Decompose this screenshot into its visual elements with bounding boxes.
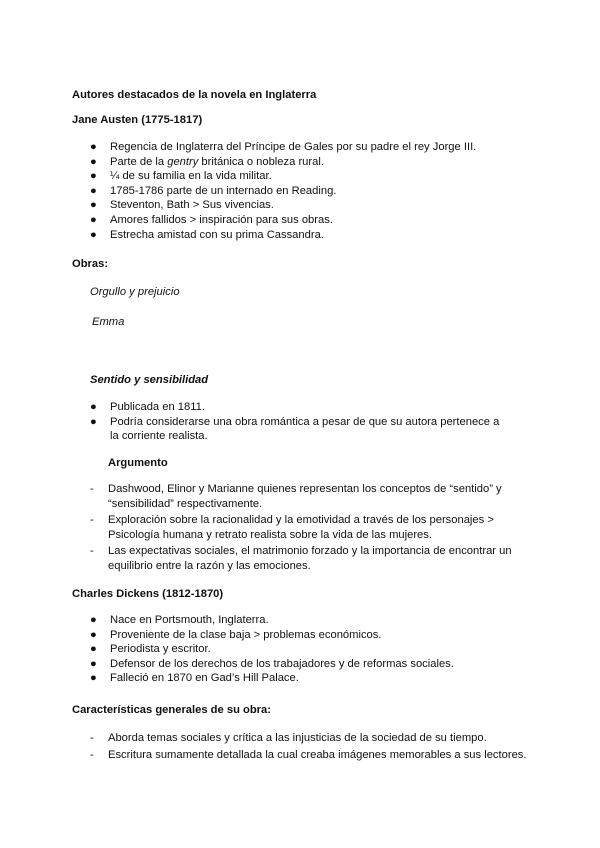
- list-item-text: Nace en Portsmouth, Inglaterra.: [110, 614, 269, 626]
- dash-icon: -: [90, 483, 94, 495]
- work-title: Emma: [92, 316, 125, 328]
- bullet-icon: ●: [90, 170, 97, 183]
- bullet-icon: ●: [90, 228, 97, 241]
- bullet-icon: ●: [90, 657, 97, 670]
- list-item-text: Falleció en 1870 en Gad’s Hill Palace.: [110, 672, 299, 685]
- bullet-icon: ●: [90, 184, 97, 197]
- austen-bullet-list: [90, 140, 476, 242]
- list-item: [90, 400, 510, 415]
- list-item-text: Parte de la: [110, 155, 168, 168]
- list-item-italic-text: gentry: [167, 155, 199, 168]
- sentido-heading: Sentido y sensibilidad: [90, 374, 209, 386]
- list-item: [90, 213, 476, 228]
- caracteristicas-dash-list: [90, 731, 528, 762]
- list-item: [90, 657, 454, 672]
- bullet-icon: ●: [90, 141, 97, 153]
- argumento-dash-list: [90, 482, 514, 574]
- list-item-text: Publicada en 1811.: [110, 401, 205, 413]
- list-item-text: Steventon, Bath > Sus vivencias.: [110, 199, 274, 212]
- list-item: [90, 415, 510, 444]
- bullet-icon: ●: [90, 628, 97, 641]
- list-item: [90, 748, 528, 763]
- list-item-text: Proveniente de la clase baja > problemas económicos.: [110, 628, 382, 641]
- document-title: Autores destacados de la novela en Inglaterra: [72, 89, 317, 101]
- list-item-text: 1785-1786 parte de un internado en Reading.: [110, 184, 337, 197]
- list-item: [90, 155, 476, 170]
- list-item-text: Podría considerarse una obra romántica a pesar de que su autora pertenece a la corriente realista.: [110, 415, 500, 443]
- dickens-heading: Charles Dickens (1812-1870): [72, 588, 224, 600]
- dash-icon: -: [90, 514, 94, 527]
- caracteristicas-heading: Características generales de su obra:: [72, 704, 271, 716]
- list-item-text: Escritura sumamente detallada la cual creaba imágenes memorables a sus lectores.: [108, 748, 527, 761]
- dash-icon: -: [90, 545, 94, 558]
- list-item: [90, 628, 454, 643]
- list-item-text: británica o nobleza rural.: [198, 155, 324, 168]
- bullet-icon: ●: [90, 614, 97, 626]
- list-item: [90, 228, 476, 243]
- austen-heading: Jane Austen (1775-1817): [72, 114, 203, 126]
- bullet-icon: ●: [90, 213, 97, 226]
- list-item: [90, 513, 514, 542]
- list-item: [90, 169, 476, 184]
- list-item: [90, 482, 514, 511]
- list-item-text: ¼ de su familia en la vida militar.: [110, 170, 272, 183]
- list-item: [90, 184, 476, 199]
- list-item-text: Exploración sobre la racionalidad y la emotividad a través de los personajes > Psicología humana y retrato realista sobre la vida de las mujeres.: [108, 514, 494, 541]
- obras-heading: Obras:: [72, 258, 109, 270]
- list-item-text: Periodista y escritor.: [110, 643, 211, 656]
- list-item-text: Dashwood, Elinor y Marianne quienes representan los conceptos de “sentido” y “sensibilidad” respectivamente.: [108, 483, 502, 510]
- list-item-text: Amores fallidos > inspiración para sus obras.: [110, 213, 333, 226]
- bullet-icon: ●: [90, 401, 97, 413]
- list-item-text: Regencia de Inglaterra del Príncipe de Gales por su padre el rey Jorge III.: [110, 141, 477, 153]
- bullet-icon: ●: [90, 155, 97, 168]
- list-item: [90, 544, 514, 573]
- dash-icon: -: [90, 732, 94, 744]
- list-item: [90, 731, 528, 746]
- list-item-text: Aborda temas sociales y crítica a las injusticias de la sociedad de su tiempo.: [108, 732, 487, 744]
- list-item: [90, 613, 454, 628]
- list-item: [90, 198, 476, 213]
- list-item: [90, 140, 476, 155]
- dickens-bullet-list: [90, 613, 454, 686]
- list-item: [90, 642, 454, 657]
- list-item-text: Estrecha amistad con su prima Cassandra.: [110, 228, 324, 241]
- bullet-icon: ●: [90, 643, 97, 656]
- bullet-icon: ●: [90, 199, 97, 212]
- bullet-icon: ●: [90, 672, 97, 685]
- bullet-icon: ●: [90, 415, 97, 428]
- sentido-bullet-list: [90, 400, 510, 444]
- dash-icon: -: [90, 748, 94, 761]
- list-item: [90, 671, 454, 686]
- list-item-text: Las expectativas sociales, el matrimonio forzado y la importancia de encontrar un equilibrio entre la razón y las emociones.: [108, 545, 512, 572]
- list-item-text: Defensor de los derechos de los trabajadores y de reformas sociales.: [110, 657, 454, 670]
- work-title: Orgullo y prejuicio: [90, 286, 180, 298]
- argumento-heading: Argumento: [108, 457, 168, 469]
